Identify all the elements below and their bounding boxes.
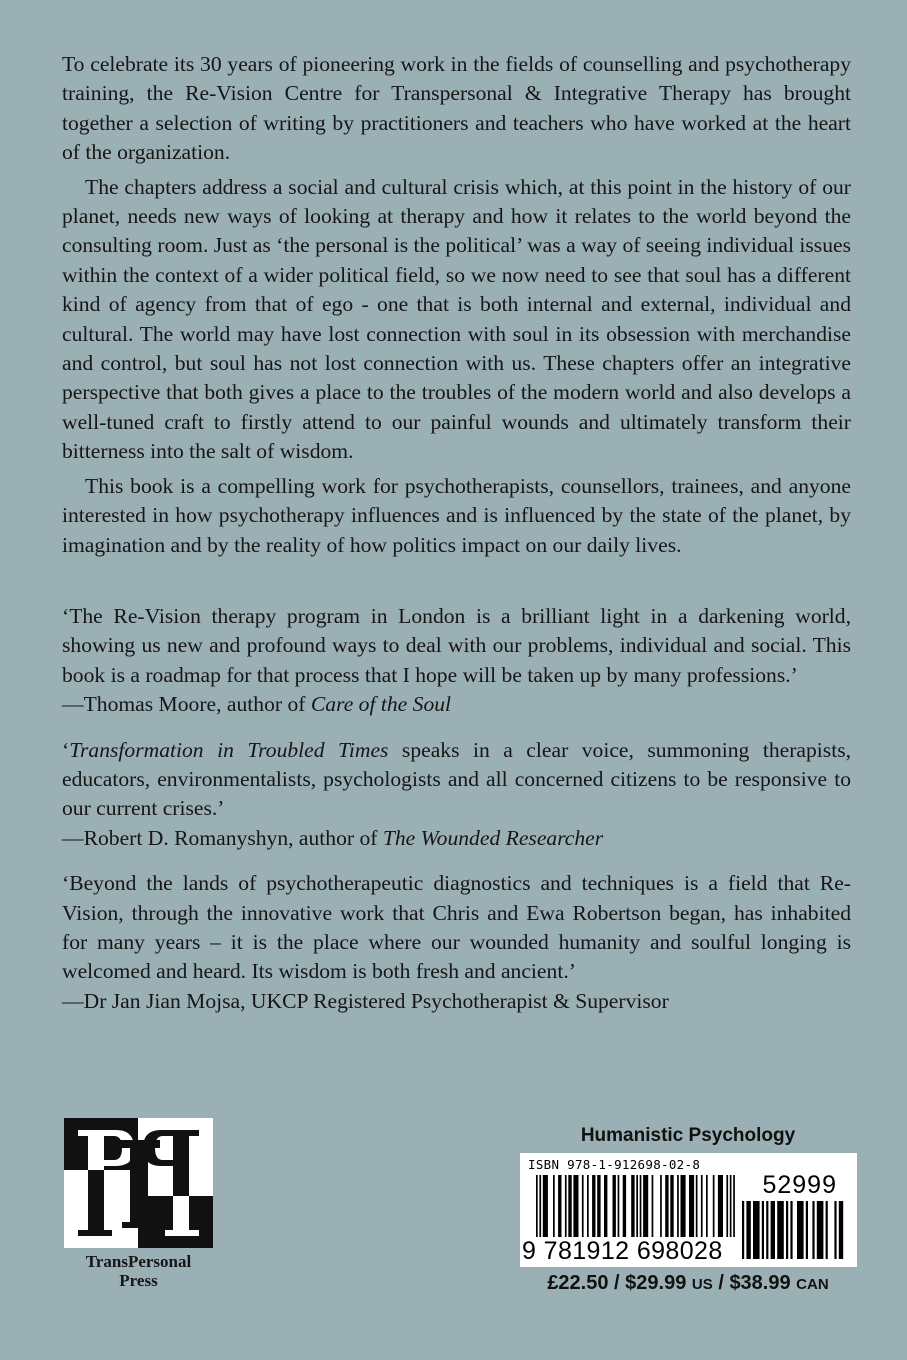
barcode-bar	[718, 1175, 723, 1237]
barcode-bar	[573, 1175, 578, 1237]
price-gbp: £22.50	[547, 1272, 609, 1294]
description-paragraph: This book is a compelling work for psychotherapists, counsellors, trainees, and anyone interested in how psychotherapy influences and is influenced by the state of the planet, by imagination and by the reality of how politics impact on our daily lives.	[62, 473, 851, 557]
barcode-bar	[643, 1175, 648, 1237]
isbn-label: ISBN 978-1-912698-02-8	[528, 1157, 701, 1172]
endorsement-attribution: —Dr Jan Jian Mojsa, UKCP Registered Psychotherapist & Supervisor	[62, 988, 669, 1013]
endorsements	[62, 602, 851, 1032]
barcode-bar	[631, 1175, 634, 1237]
barcode-bar	[665, 1175, 668, 1237]
barcode-bar	[640, 1175, 642, 1237]
endorsement-attribution: —Robert D. Romanyshyn, author of The Wounded Researcher	[62, 825, 604, 850]
barcode-bar	[660, 1175, 662, 1237]
barcode-bar	[568, 1175, 571, 1237]
addon-bar	[826, 1201, 828, 1259]
book-category: Humanistic Psychology	[580, 1125, 796, 1146]
price-line: £22.50 / $29.99 US / $38.99 CAN	[547, 1272, 829, 1294]
price-addon-bars	[742, 1201, 846, 1259]
endorsement-romanyshyn	[62, 736, 851, 854]
barcode-bar	[539, 1175, 541, 1237]
endorsement-text: ‘Transformation in Troubled Times speaks in a clear voice, summoning therapists, educators, environmentalists, psychologists and all concerned citizens to be responsive to our current crises.’	[62, 737, 851, 821]
barcode-bar	[713, 1175, 715, 1237]
addon-bar	[766, 1201, 768, 1259]
transpersonal-press-logo	[64, 1118, 213, 1248]
endorsement-moore	[62, 602, 851, 720]
addon-bar	[834, 1201, 836, 1259]
barcode-bar	[618, 1175, 620, 1237]
barcode-bar	[689, 1175, 694, 1237]
barcode-bar	[592, 1175, 595, 1237]
publisher-name: TransPersonal Press	[85, 1252, 192, 1290]
barcode-bar	[696, 1175, 698, 1237]
barcode-bar	[536, 1175, 538, 1237]
book-description	[62, 50, 851, 565]
addon-bar	[839, 1201, 843, 1259]
barcode-bar	[730, 1175, 732, 1237]
barcode-bar	[604, 1175, 607, 1237]
endorsement-text: ‘Beyond the lands of psychotherapeutic diagnostics and techniques is a field that Re-Vision, through the innovative work that Chris and Ewa Robertson began, has inhabited for many years – it is the place where our wounded humanity and soulful longing is welcomed and heard. Its wisdom is both fresh and ancient.’	[62, 871, 851, 984]
price-usd: $29.99	[625, 1272, 687, 1294]
description-paragraph: The chapters address a social and cultural crisis which, at this point in the history of our planet, needs new ways of looking at therapy and how it relates to the world beyond the consulting room. Just as ‘the personal is the political’ was a way of seeing individual issues within the context of a wider political field, so we now need to see that soul has a different kind of agency from that of ego - one that is both internal and external, individual and cultural. The world may have lost connection with soul in its obsession with merchandise and control, but soul has not lost connection with us. These chapters offer an integrative perspective that both gives a place to the troubles of the modern world and also develops a well-tuned craft to firstly attend to our painful wounds and ultimately transform their bitterness into the salt of wisdom.	[62, 174, 851, 464]
addon-bar	[762, 1201, 764, 1259]
barcode-bar	[701, 1175, 703, 1237]
description-paragraph: To celebrate its 30 years of pioneering work in the fields of counselling and psychotherapy training, the Re-Vision Centre for Transpersonal & Integrative Therapy has brought together a selection of writing by practitioners and teachers who have worked at the heart of the organization.	[62, 52, 851, 165]
endorsement-mojsa	[62, 869, 851, 1016]
barcode-bar	[677, 1175, 679, 1237]
isbn-digits: 9 781912 698028	[522, 1237, 723, 1265]
addon-bar	[790, 1201, 792, 1259]
barcode-bar	[733, 1175, 735, 1237]
ean13-bars	[536, 1175, 736, 1241]
barcode-bar	[565, 1175, 567, 1237]
barcode-bar	[597, 1175, 600, 1237]
barcode-bar	[623, 1175, 626, 1237]
barcode-bar	[587, 1175, 589, 1237]
barcode-bar	[636, 1175, 638, 1237]
barcode-bar	[613, 1175, 616, 1237]
barcode-bar	[706, 1175, 708, 1237]
barcode-bar	[652, 1175, 654, 1237]
price-cad: $38.99	[729, 1272, 791, 1294]
barcode-bar	[543, 1175, 548, 1237]
addon-bar	[806, 1201, 808, 1259]
addon-bar	[797, 1201, 804, 1259]
barcode-bar	[582, 1175, 584, 1237]
isbn-barcode	[520, 1153, 857, 1267]
addon-bar	[812, 1201, 814, 1259]
addon-bar	[786, 1201, 788, 1259]
barcode-bar	[681, 1175, 686, 1237]
addon-bar	[746, 1201, 750, 1259]
barcode-bar	[553, 1175, 555, 1237]
barcode-bar	[726, 1175, 728, 1237]
barcode-bar	[670, 1175, 673, 1237]
addon-bar	[753, 1201, 760, 1259]
addon-bar	[742, 1201, 744, 1259]
addon-bar	[771, 1201, 775, 1259]
price-code: 52999	[762, 1171, 837, 1199]
endorsement-text: ‘The Re-Vision therapy program in London is a brilliant light in a darkening world, showing us new and profound ways to deal with our problems, individual and social. This book is a roadmap for that process that I hope will be taken up by many professions.’	[62, 604, 851, 687]
barcode-bar	[558, 1175, 561, 1237]
addon-bar	[777, 1201, 784, 1259]
addon-bar	[817, 1201, 824, 1259]
endorsement-attribution: —Thomas Moore, author of Care of the Soul	[62, 692, 452, 717]
